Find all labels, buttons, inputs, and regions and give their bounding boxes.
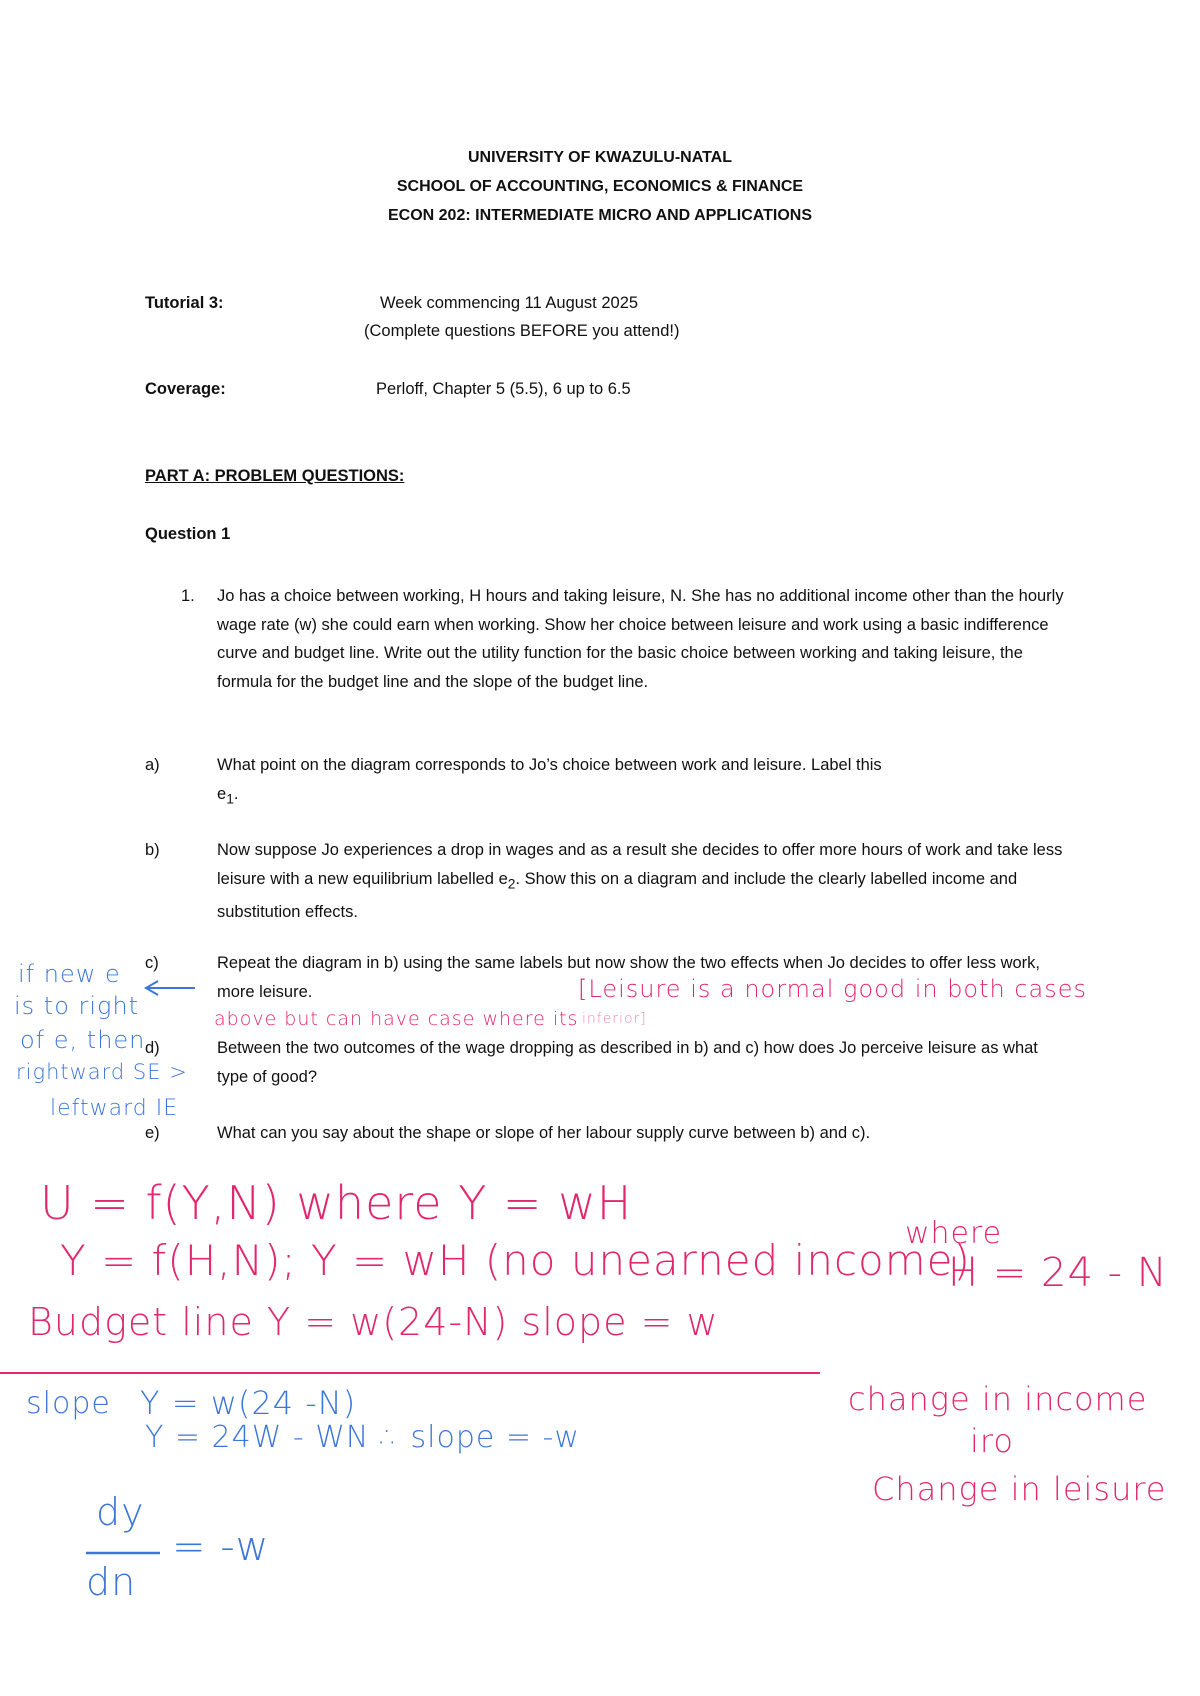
question-marker: a)	[145, 756, 160, 774]
course-title: ECON 202: INTERMEDIATE MICRO AND APPLICATIONS	[387, 207, 813, 224]
handwritten-margin-3: of e, then	[20, 1026, 146, 1054]
question-text: Now suppose Jo experiences a drop in wages and as a result she decides to offer more hours of work and take less leisure with a new equilibrium labelled $e_2$. Show this on a diagram and include the clearly labelled income and substitution effects.	[217, 841, 1063, 922]
tutorial-note: (Complete questions BEFORE you attend!)	[364, 322, 680, 340]
handwritten-slope-eq-1: Y = w(24 -N)	[140, 1384, 357, 1422]
divider-line	[0, 1372, 820, 1374]
question-marker: d)	[145, 1039, 160, 1057]
part-a-heading: PART A: PROBLEM QUESTIONS:	[145, 467, 405, 485]
question-item-e	[145, 1119, 1065, 1148]
question-heading: Question 1	[145, 525, 231, 543]
handwritten-margin-5: leftward IE	[50, 1096, 179, 1121]
handwritten-slope-label: slope	[26, 1386, 111, 1421]
tutorial-label: Tutorial 3:	[145, 294, 224, 312]
question-item-1	[145, 582, 1065, 696]
question-marker: b)	[145, 841, 160, 859]
handwritten-change-income: change in income	[848, 1380, 1148, 1418]
handwritten-deriv-numerator: dy	[96, 1490, 145, 1534]
question-marker: e)	[145, 1124, 160, 1142]
coverage-label: Coverage:	[145, 380, 226, 398]
handwritten-budget-line: Budget line Y = w(24-N) slope = w	[28, 1300, 719, 1344]
question-item-a	[145, 751, 1065, 813]
handwritten-bracket-note-1: [Leisure is a normal good in both cases	[578, 975, 1088, 1003]
question-text: Repeat the diagram in b) using the same labels but now show the two effects when Jo decides to offer less work, more leisure.	[217, 954, 1041, 1001]
handwritten-utility-eq: U = f(Y,N) where Y = wH	[40, 1176, 633, 1230]
question-text: Jo has a choice between working, H hours and taking leisure, N. She has no additional income other than the hourly wage rate (w) she could earn when working. Show her choice between leisure and work using a basic indifference curve and budget line. Write out the utility function for the basic choice between working and taking leisure, the formula for the budget line and the slope of the budget line.	[217, 587, 1064, 691]
handwritten-bracket-note-2: above but can have case where its	[214, 1008, 579, 1030]
question-text: What can you say about the shape or slope of her labour supply curve between b) and c).	[217, 1124, 871, 1142]
handwritten-income-eq: Y = f(H,N); Y = wH (no unearned income)	[60, 1236, 971, 1285]
handwritten-bracket-note-3: inferior]	[582, 1011, 647, 1027]
university-name: UNIVERSITY OF KWAZULU-NATAL	[468, 149, 732, 166]
school-name: SCHOOL OF ACCOUNTING, ECONOMICS & FINANCE	[396, 178, 804, 195]
handwritten-deriv-denominator: dn	[86, 1560, 137, 1604]
handwritten-where: where	[905, 1216, 1003, 1251]
handwritten-slope-eq-2: Y = 24W - WN ∴ slope = -w	[145, 1420, 580, 1455]
question-text: Between the two outcomes of the wage dropping as described in b) and c) how does Jo perceive leisure as what type of good?	[217, 1039, 1038, 1086]
document-header	[0, 143, 1200, 230]
question-text: What point on the diagram corresponds to Jo’s choice between work and leisure. Label this $e_1$.	[217, 756, 882, 806]
question-item-d	[145, 1034, 1065, 1091]
question-marker: c)	[145, 954, 159, 972]
handwritten-change-leisure: Change in leisure	[872, 1470, 1167, 1508]
question-item-b	[145, 836, 1065, 927]
tutorial-week: Week commencing 11 August 2025	[380, 294, 639, 312]
handwritten-hours-eq: H = 24 - N	[948, 1250, 1168, 1296]
handwritten-margin-1: if new e	[18, 960, 121, 988]
arrow-left-icon	[140, 978, 200, 998]
handwritten-deriv-rhs: = -w	[172, 1524, 270, 1570]
fraction-bar	[84, 1550, 164, 1556]
handwritten-margin-2: is to right	[14, 992, 140, 1020]
handwritten-margin-4: rightward SE >	[16, 1060, 188, 1084]
handwritten-iro: iro	[970, 1422, 1014, 1460]
coverage-value: Perloff, Chapter 5 (5.5), 6 up to 6.5	[376, 380, 631, 398]
question-marker: 1.	[181, 587, 195, 605]
